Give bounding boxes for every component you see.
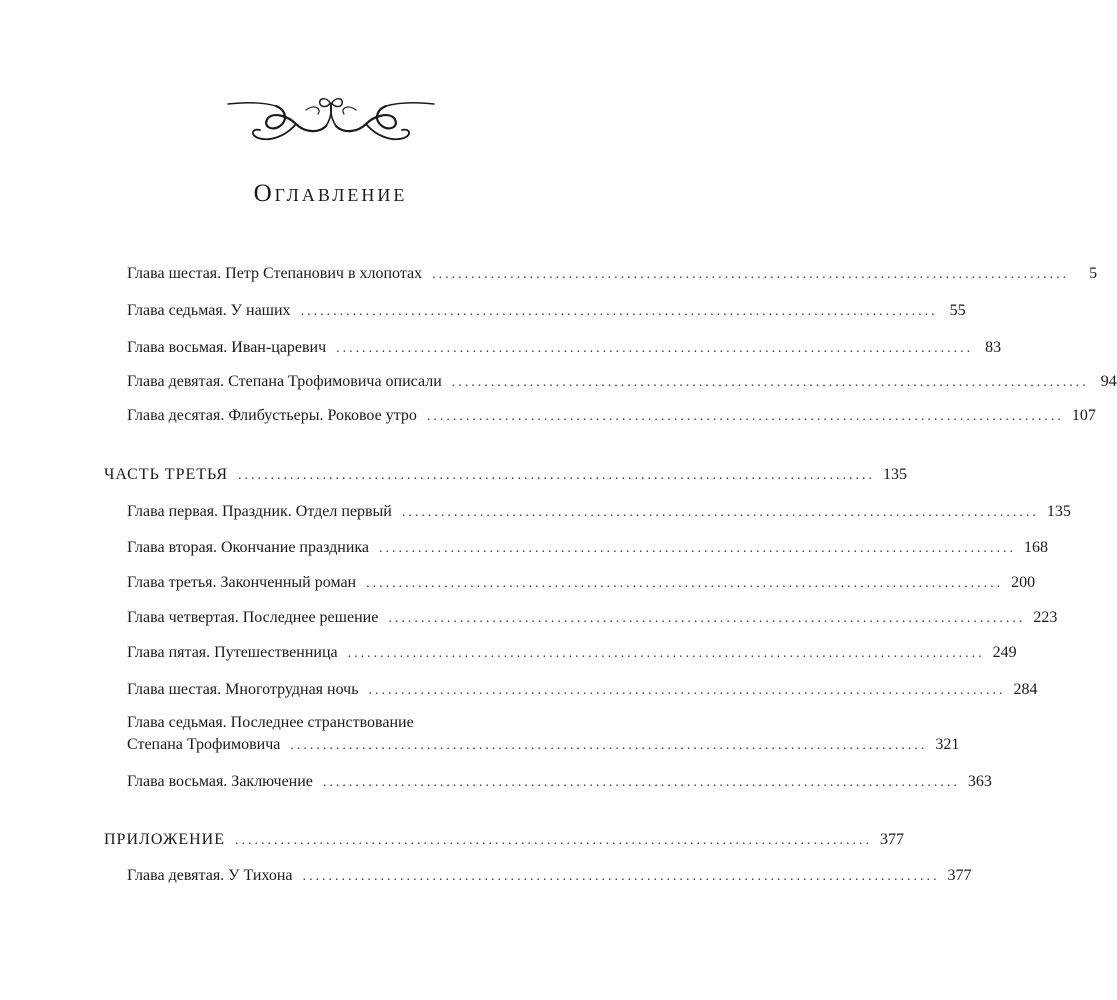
dot-leader: .................................................................................................. (235, 833, 873, 848)
entry-label: Глава вторая. Окончание праздника (127, 539, 370, 556)
toc-entry[interactable] (127, 502, 1071, 523)
toc-entry[interactable] (127, 406, 1096, 427)
entry-label: Глава шестая. Петр Степанович в хлопотах (127, 265, 423, 282)
toc-entry[interactable] (127, 573, 1036, 594)
dot-leader: .................................................................................................. (451, 375, 1089, 390)
entry-page: 107 (1071, 407, 1096, 424)
entry-label: Глава шестая. Многотрудная ночь (127, 681, 359, 698)
entry-label: Глава десятая. Флибустьеры. Роковое утро (127, 407, 417, 424)
toc-entry[interactable] (127, 338, 1002, 359)
entry-label-continuation: Степана Трофимовича (127, 736, 281, 753)
entry-label: Глава восьмая. Иван-царевич (127, 339, 327, 356)
entry-page: 135 (883, 466, 908, 483)
entry-label: Глава девятая. Степана Трофимовича описали (127, 373, 442, 390)
entry-page: 363 (967, 773, 992, 790)
dot-leader: .................................................................................................. (432, 267, 1070, 282)
entry-page: 377 (947, 867, 972, 884)
dot-leader: .................................................................................................. (302, 869, 940, 884)
entry-page: 223 (1033, 609, 1058, 626)
entry-page: 55 (949, 302, 966, 319)
entry-label-first-line[interactable]: Глава седьмая. Последнее странствование (127, 714, 414, 731)
dot-leader: .................................................................................................. (366, 576, 1004, 591)
entry-page: 5 (1089, 265, 1098, 282)
entry-label: Глава первая. Праздник. Отдел первый (127, 503, 392, 520)
entry-label: Глава третья. Законченный роман (127, 574, 357, 591)
toc-entry[interactable] (127, 680, 1038, 701)
entry-label: Глава пятая. Путешественница (127, 644, 338, 661)
dot-leader: .................................................................................................. (401, 505, 1039, 520)
dot-leader: .................................................................................................. (379, 541, 1017, 556)
entry-page: 94 (1100, 373, 1117, 390)
dot-leader: .................................................................................................. (347, 646, 985, 661)
toc-entry[interactable] (127, 264, 1098, 285)
entry-page: 168 (1024, 539, 1049, 556)
toc-entry[interactable] (127, 772, 992, 793)
toc-part-entry[interactable] (104, 465, 908, 486)
toc-entry[interactable] (127, 866, 972, 887)
entry-page: 135 (1046, 503, 1071, 520)
dot-leader: .................................................................................................. (368, 683, 1006, 698)
dot-leader: .................................................................................................. (238, 468, 876, 483)
entry-page: 377 (880, 831, 905, 848)
toc-entry[interactable] (127, 538, 1049, 559)
entry-page: 83 (985, 339, 1002, 356)
toc-entry[interactable] (127, 372, 1117, 393)
entry-label: Глава девятая. У Тихона (127, 867, 293, 884)
dot-leader: .................................................................................................. (322, 775, 960, 790)
toc-entry[interactable] (127, 301, 966, 322)
entry-label: Глава восьмая. Заключение (127, 773, 313, 790)
entry-page: 249 (992, 644, 1017, 661)
entry-page: 321 (935, 736, 960, 753)
toc-entry[interactable] (127, 608, 1058, 629)
dot-leader: .................................................................................................. (388, 611, 1026, 626)
entry-label: Глава седьмая. У наших (127, 302, 291, 319)
toc-part-entry[interactable] (104, 830, 905, 851)
toc-entry[interactable] (127, 735, 960, 756)
dot-leader: .................................................................................................. (290, 738, 928, 753)
part-label: ЧАСТЬ ТРЕТЬЯ (104, 466, 229, 483)
dot-leader: .................................................................................................. (336, 341, 974, 356)
entry-label: Глава четвертая. Последнее решение (127, 609, 379, 626)
entry-page: 284 (1013, 681, 1038, 698)
toc-entry[interactable] (127, 643, 1017, 664)
entry-page: 200 (1011, 574, 1036, 591)
dot-leader: .................................................................................................. (426, 409, 1064, 424)
part-label: ПРИЛОЖЕНИЕ (104, 831, 226, 848)
dot-leader: .................................................................................................. (300, 304, 938, 319)
page-title: Оглавление (253, 180, 408, 207)
